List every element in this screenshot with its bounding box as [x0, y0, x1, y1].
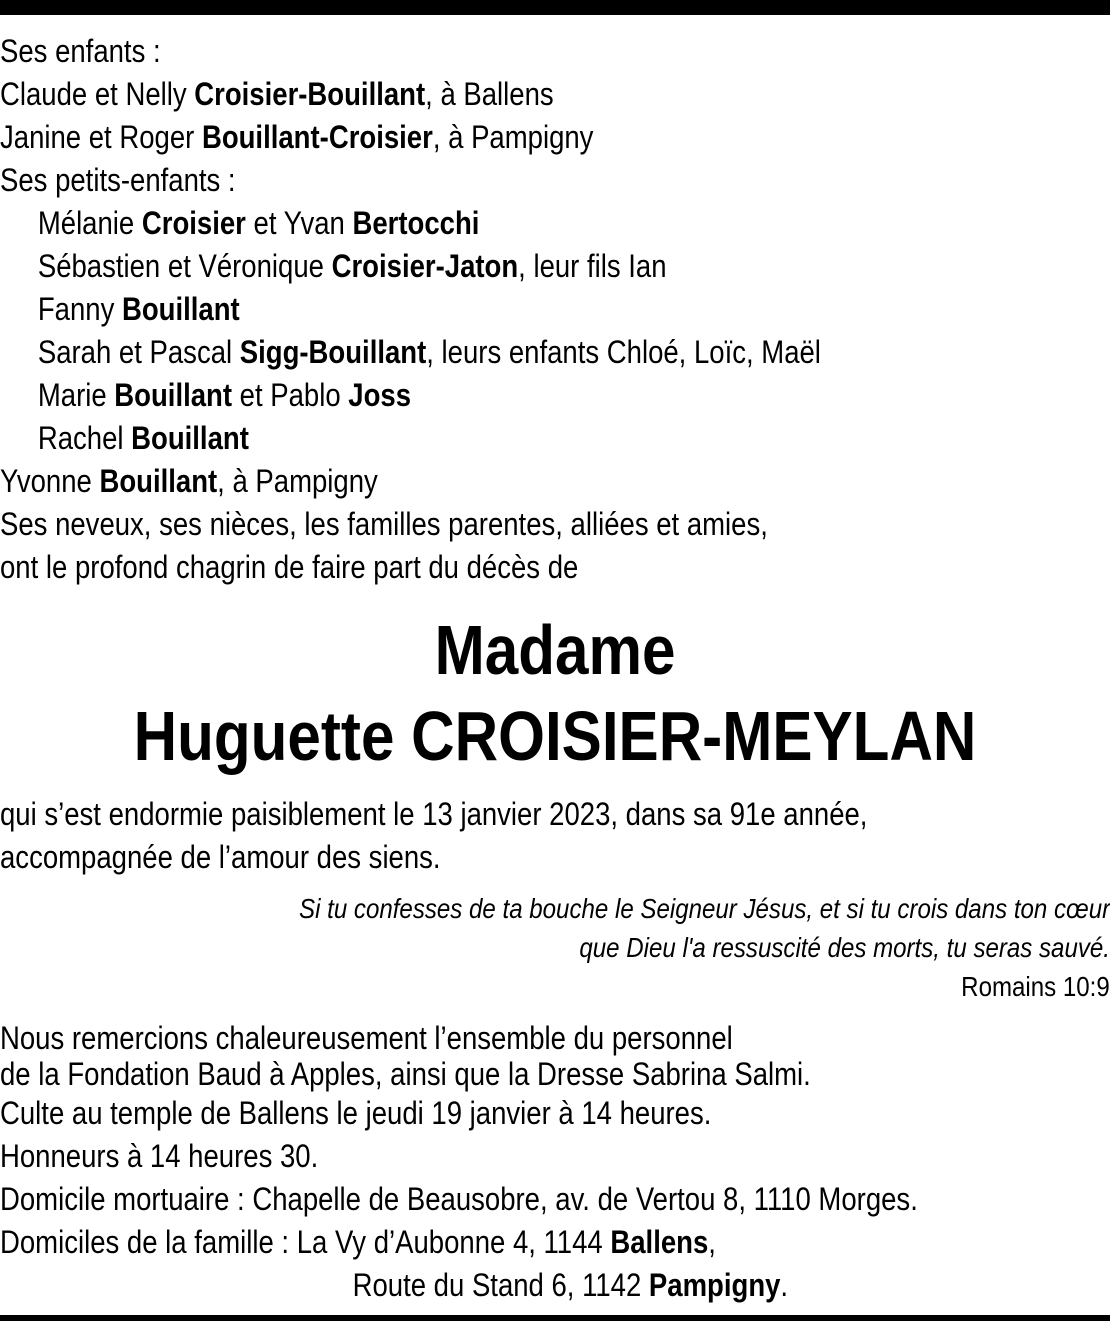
- grandchild-line: Sarah et Pascal Sigg-Bouillant, leurs enfants Chloé, Loïc, Maël: [37, 334, 821, 370]
- bottom-rule: [0, 1315, 1110, 1321]
- thanks-line: de la Fondation Baud à Apples, ainsi que la Dresse Sabrina Salmi.: [0, 1056, 811, 1092]
- obituary-notice: [0, 30, 1110, 1307]
- thanks-line: Nous remercions chaleureusement l’ensemble du personnel: [0, 1020, 733, 1056]
- quote-line: Si tu confesses de ta bouche le Seigneur Jésus, et si tu crois dans ton cœur: [298, 893, 1110, 924]
- deceased-name-block: [0, 607, 1110, 779]
- deceased-name: Huguette CROISIER-MEYLAN: [133, 697, 977, 775]
- bible-quote: [0, 889, 1110, 967]
- child-line: Claude et Nelly Croisier-Bouillant, à Ballens: [0, 76, 554, 112]
- family-address-line: Domiciles de la famille : La Vy d’Aubonne 4, 1144 Ballens,: [0, 1224, 716, 1260]
- service-line: Culte au temple de Ballens le jeudi 19 janvier à 14 heures.: [0, 1095, 712, 1131]
- grandchild-line: Sébastien et Véronique Croisier-Jaton, leur fils Ian: [37, 248, 667, 284]
- quote-reference: Romains 10:9: [961, 971, 1110, 1002]
- mortuary-line: Domicile mortuaire : Chapelle de Beausobre, av. de Vertou 8, 1110 Morges.: [0, 1181, 918, 1217]
- grandchild-line: Mélanie Croisier et Yvan Bertocchi: [37, 205, 480, 241]
- grandchild-line: Rachel Bouillant: [37, 420, 249, 456]
- quote-line: que Dieu l'a ressuscité des morts, tu seras sauvé.: [579, 932, 1110, 963]
- family-address-line: Route du Stand 6, 1142 Pampigny.: [352, 1267, 789, 1303]
- top-rule: [0, 0, 1110, 15]
- death-line: qui s’est endormie paisiblement le 13 janvier 2023, dans sa 91e année,: [0, 796, 868, 832]
- family-line: Ses neveux, ses nièces, les familles parentes, alliées et amies,: [0, 506, 768, 542]
- deceased-title: Madame: [434, 611, 676, 689]
- grandchild-line: Fanny Bouillant: [37, 291, 240, 327]
- sister-line: Yvonne Bouillant, à Pampigny: [0, 463, 378, 499]
- grandchild-line: Marie Bouillant et Pablo Joss: [37, 377, 412, 413]
- child-line: Janine et Roger Bouillant-Croisier, à Pampigny: [0, 119, 594, 155]
- death-line: accompagnée de l’amour des siens.: [0, 839, 441, 875]
- grandchildren-label: Ses petits-enfants :: [0, 162, 236, 198]
- children-label: Ses enfants :: [0, 33, 161, 69]
- announce-line: ont le profond chagrin de faire part du décès de: [0, 549, 579, 585]
- honours-line: Honneurs à 14 heures 30.: [0, 1138, 319, 1174]
